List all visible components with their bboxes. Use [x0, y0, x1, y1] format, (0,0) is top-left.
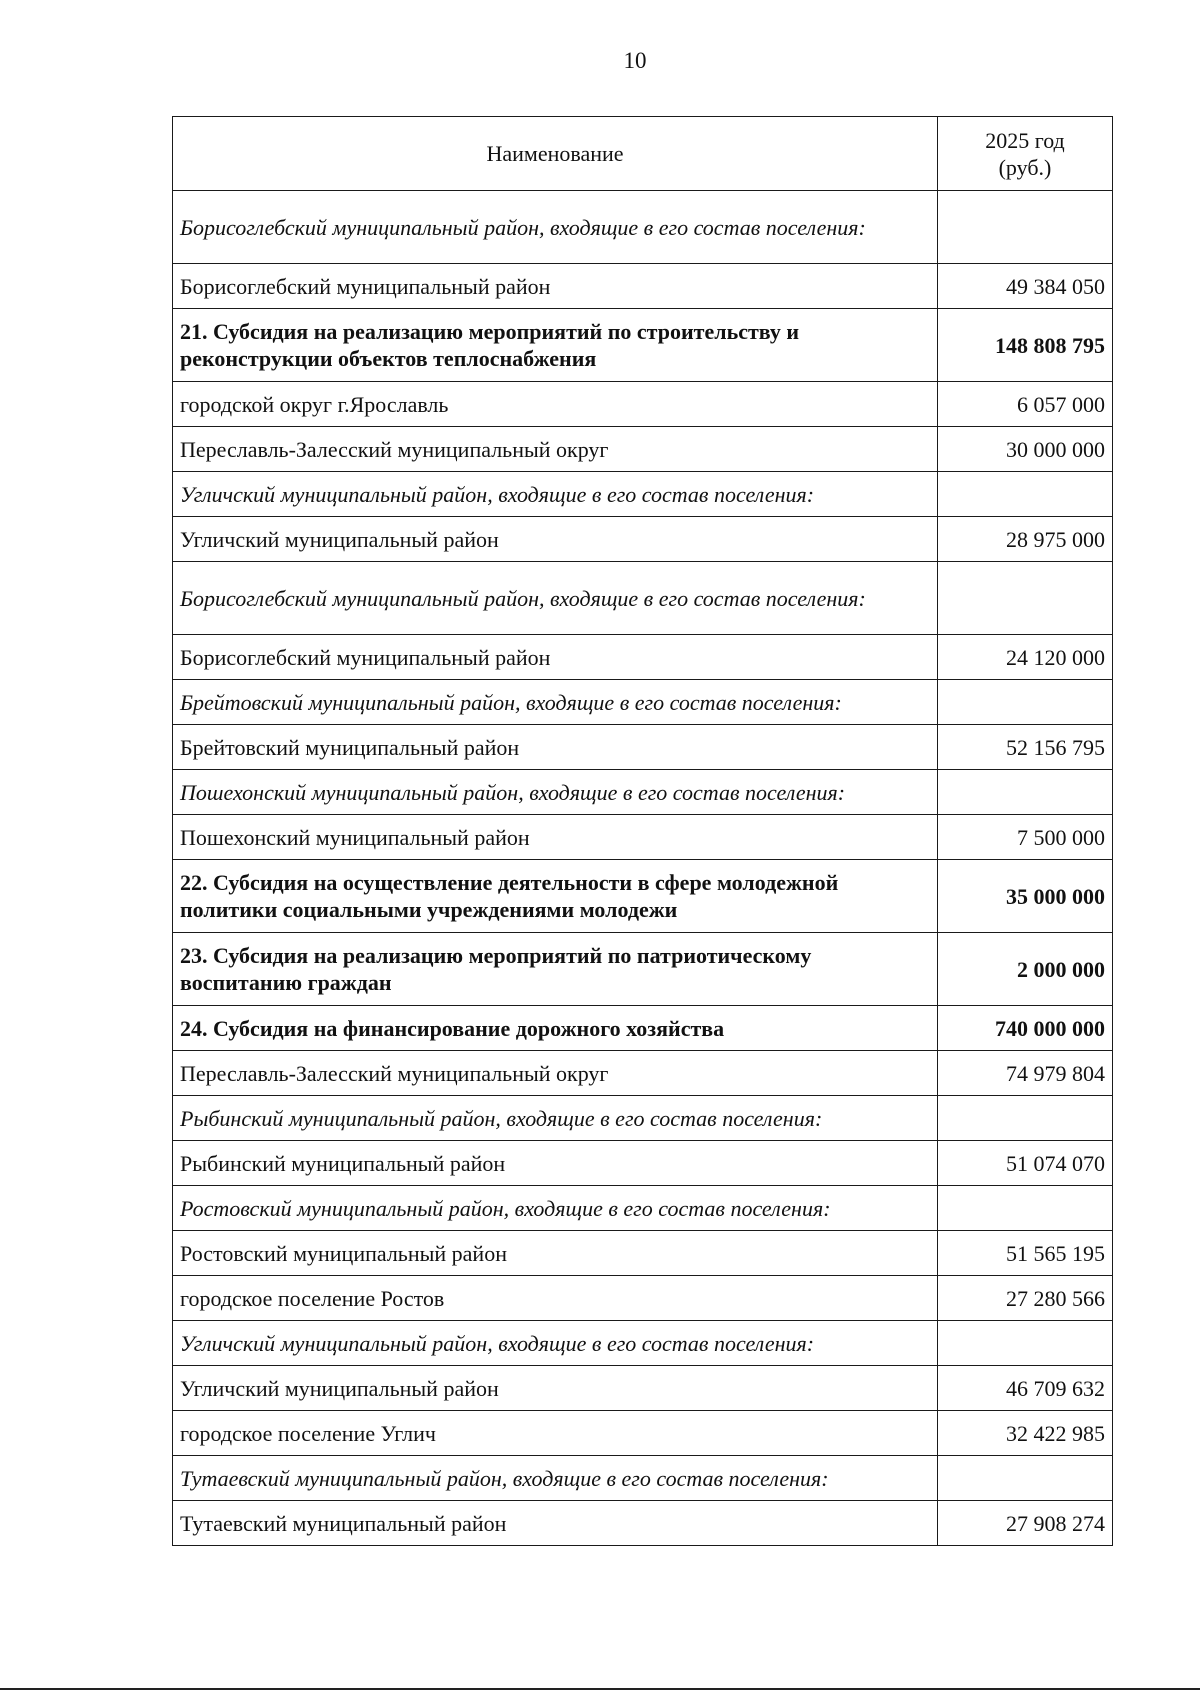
table-row — [173, 635, 1113, 680]
row-name-cell: Угличский муниципальный район — [173, 1366, 938, 1411]
row-amount-cell: 46 709 632 — [938, 1366, 1113, 1411]
table-row — [173, 1411, 1113, 1456]
row-name-cell: Борисоглебский муниципальный район, входящие в его состав поселения: — [173, 562, 938, 635]
table-row — [173, 1366, 1113, 1411]
row-name-cell: Борисоглебский муниципальный район — [173, 635, 938, 680]
row-amount-cell: 35 000 000 — [938, 860, 1113, 933]
row-name-cell: Угличский муниципальный район, входящие в его состав поселения: — [173, 472, 938, 517]
row-amount-cell — [938, 1186, 1113, 1231]
table-row-group-label — [173, 1096, 1113, 1141]
table-row-group-label — [173, 1456, 1113, 1501]
table-row — [173, 1051, 1113, 1096]
row-name-cell: Ростовский муниципальный район — [173, 1231, 938, 1276]
row-name-cell: Борисоглебский муниципальный район — [173, 264, 938, 309]
row-amount-cell: 2 000 000 — [938, 933, 1113, 1006]
row-amount-cell: 24 120 000 — [938, 635, 1113, 680]
table-row — [173, 1276, 1113, 1321]
table-body — [173, 191, 1113, 1546]
row-name-cell: Переславль-Залесский муниципальный округ — [173, 427, 938, 472]
row-name-cell: Ростовский муниципальный район, входящие в его состав поселения: — [173, 1186, 938, 1231]
row-amount-cell: 7 500 000 — [938, 815, 1113, 860]
row-name-cell: Рыбинский муниципальный район, входящие в его состав поселения: — [173, 1096, 938, 1141]
row-name-cell: городской округ г.Ярославль — [173, 382, 938, 427]
table-row-subsidy-heading — [173, 860, 1113, 933]
row-amount-cell: 148 808 795 — [938, 309, 1113, 382]
row-amount-cell — [938, 472, 1113, 517]
table-row-group-label — [173, 1321, 1113, 1366]
row-name-cell: Переславль-Залесский муниципальный округ — [173, 1051, 938, 1096]
row-amount-cell: 49 384 050 — [938, 264, 1113, 309]
row-amount-cell — [938, 562, 1113, 635]
row-name-cell: городское поселение Ростов — [173, 1276, 938, 1321]
table-row-group-label — [173, 191, 1113, 264]
row-name-cell: Брейтовский муниципальный район, входящие в его состав поселения: — [173, 680, 938, 725]
table-header-row — [173, 117, 1113, 191]
row-name-cell: городское поселение Углич — [173, 1411, 938, 1456]
table-row-group-label — [173, 562, 1113, 635]
row-name-cell: 23. Субсидия на реализацию мероприятий по патриотическому воспитанию граждан — [173, 933, 938, 1006]
table-row — [173, 382, 1113, 427]
row-amount-cell: 74 979 804 — [938, 1051, 1113, 1096]
table-row-subsidy-heading — [173, 933, 1113, 1006]
row-amount-cell — [938, 191, 1113, 264]
table-row — [173, 725, 1113, 770]
row-amount-cell: 27 908 274 — [938, 1501, 1113, 1546]
table-row-group-label — [173, 1186, 1113, 1231]
table-row-subsidy-heading — [173, 1006, 1113, 1051]
table-row — [173, 517, 1113, 562]
amount-column-header — [938, 117, 1113, 191]
table-row-group-label — [173, 680, 1113, 725]
row-name-cell: Угличский муниципальный район, входящие в его состав поселения: — [173, 1321, 938, 1366]
amount-header-year: 2025 год — [985, 127, 1065, 153]
row-name-cell: Тутаевский муниципальный район, входящие в его состав поселения: — [173, 1456, 938, 1501]
row-amount-cell — [938, 770, 1113, 815]
page-number: 10 — [623, 48, 647, 73]
row-amount-cell: 27 280 566 — [938, 1276, 1113, 1321]
row-name-cell: 24. Субсидия на финансирование дорожного хозяйства — [173, 1006, 938, 1051]
row-name-cell: 22. Субсидия на осуществление деятельности в сфере молодежной политики социальными учреждениями молодежи — [173, 860, 938, 933]
table-row — [173, 1141, 1113, 1186]
row-name-cell: Рыбинский муниципальный район — [173, 1141, 938, 1186]
row-amount-cell: 51 074 070 — [938, 1141, 1113, 1186]
row-amount-cell: 51 565 195 — [938, 1231, 1113, 1276]
table-row — [173, 815, 1113, 860]
row-name-cell: Брейтовский муниципальный район — [173, 725, 938, 770]
row-name-cell: Угличский муниципальный район — [173, 517, 938, 562]
row-name-cell: 21. Субсидия на реализацию мероприятий по строительству и реконструкции объектов теплоснабжения — [173, 309, 938, 382]
amount-header-unit: (руб.) — [998, 154, 1052, 180]
subsidy-table — [172, 116, 1113, 1546]
row-name-cell: Пошехонский муниципальный район, входящие в его состав поселения: — [173, 770, 938, 815]
table-row — [173, 264, 1113, 309]
row-amount-cell: 28 975 000 — [938, 517, 1113, 562]
row-name-cell: Тутаевский муниципальный район — [173, 1501, 938, 1546]
row-name-cell: Борисоглебский муниципальный район, входящие в его состав поселения: — [173, 191, 938, 264]
table-row — [173, 1501, 1113, 1546]
row-amount-cell — [938, 1456, 1113, 1501]
table-row-group-label — [173, 472, 1113, 517]
row-amount-cell — [938, 680, 1113, 725]
row-amount-cell: 52 156 795 — [938, 725, 1113, 770]
row-amount-cell — [938, 1096, 1113, 1141]
row-amount-cell — [938, 1321, 1113, 1366]
bottom-rule — [0, 1688, 1200, 1690]
row-name-cell: Пошехонский муниципальный район — [173, 815, 938, 860]
table-row-group-label — [173, 770, 1113, 815]
table-row — [173, 427, 1113, 472]
row-amount-cell: 30 000 000 — [938, 427, 1113, 472]
name-column-header: Наименование — [173, 117, 938, 191]
row-amount-cell: 740 000 000 — [938, 1006, 1113, 1051]
row-amount-cell: 32 422 985 — [938, 1411, 1113, 1456]
row-amount-cell: 6 057 000 — [938, 382, 1113, 427]
table-row — [173, 1231, 1113, 1276]
table-row-subsidy-heading — [173, 309, 1113, 382]
